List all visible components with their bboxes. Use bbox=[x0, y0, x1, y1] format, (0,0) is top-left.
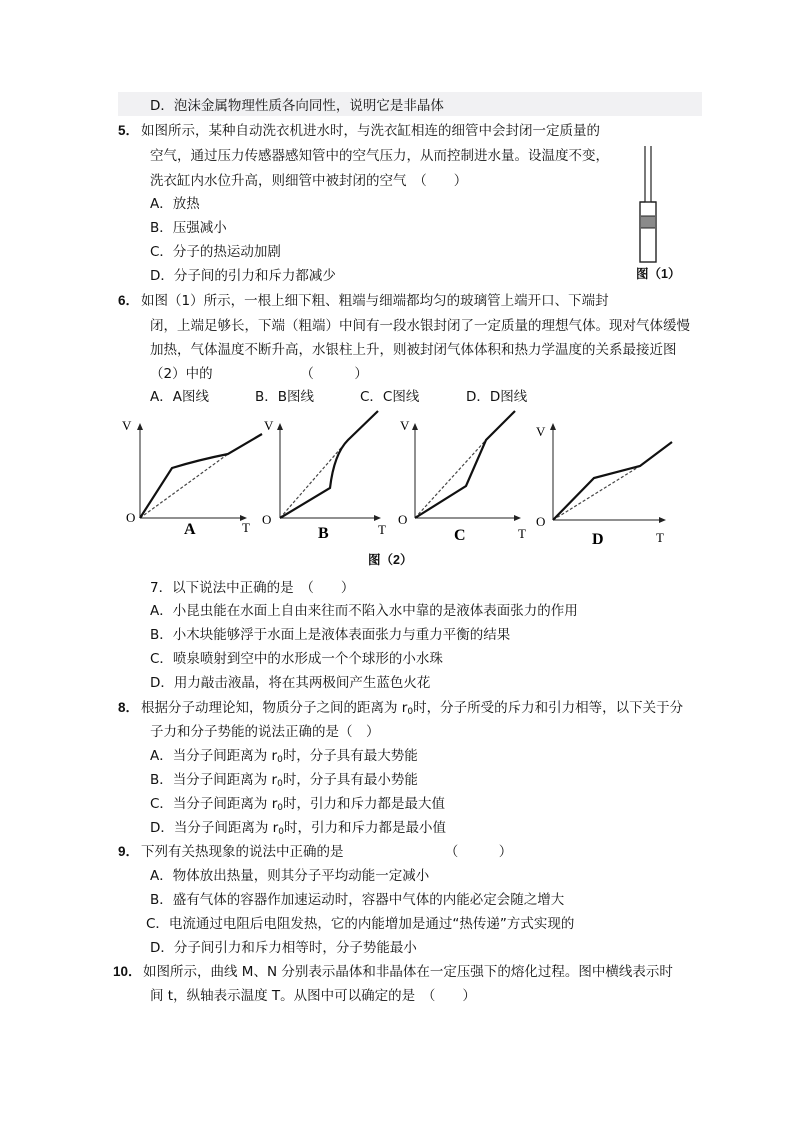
q7-option-d: D．用力敲击液晶，将在其两极间产生蓝色火花 bbox=[150, 675, 431, 691]
graph-a-v-label: V bbox=[122, 418, 132, 433]
q6-option-c: C．C图线 bbox=[360, 389, 420, 405]
graph-d bbox=[536, 424, 672, 548]
graph-d-v-label: V bbox=[536, 424, 546, 439]
q6-number: 6． bbox=[118, 293, 140, 308]
q6-stem-line4: （2）中的 （ ） bbox=[150, 366, 368, 382]
q6-option-a: A．A图线 bbox=[150, 389, 209, 405]
q7-option-c: C．喷泉喷射到空中的水形成一个个球形的小水珠 bbox=[150, 651, 443, 667]
q6-option-d: D．D图线 bbox=[466, 389, 528, 405]
q5-option-c: C．分子的热运动加剧 bbox=[150, 244, 281, 260]
graph-c-t-label: T bbox=[518, 526, 526, 541]
q8-option-a: A．当分子间距离为 $r_0$时，分子具有最大势能 bbox=[150, 748, 418, 765]
q6-stem-line2: 闭，上端足够长，下端（粗端）中间有一段水银封闭了一定质量的理想气体。现对气体缓慢 bbox=[150, 318, 690, 334]
q6-stem-line1: 如图（1）所示，一根上细下粗、粗端与细端都均匀的玻璃管上端开口、下端封 bbox=[141, 293, 609, 309]
graph-d-t-label: T bbox=[656, 530, 664, 545]
q6-option-b: B．B图线 bbox=[255, 389, 315, 405]
q7-stem: 7．以下说法中正确的是 （ ） bbox=[150, 580, 355, 596]
q8-stem-line2: 子力和分子势能的说法正确的是（ ） bbox=[150, 724, 380, 740]
graph-b-origin: O bbox=[262, 512, 272, 527]
graph-d-title: D bbox=[592, 531, 604, 548]
q8-option-c: C．当分子间距离为 $r_0$时，引力和斥力都是最大值 bbox=[150, 796, 446, 813]
q10-stem-line2: 间 t，纵轴表示温度 T。从图中可以确定的是 （ ） bbox=[150, 988, 476, 1004]
q9-option-a: A．物体放出热量，则其分子平均动能一定减小 bbox=[150, 868, 430, 884]
figure-1-tube bbox=[632, 140, 672, 270]
q9-option-c: C．电流通过电阻后电阻发热，它的内能增加是通过“热传递”方式实现的 bbox=[146, 916, 575, 932]
q8-number: 8． bbox=[118, 700, 140, 715]
q6-stem-line3: 加热，气体温度不断升高，水银柱上升，则被封闭气体体积和热力学温度的关系最接近图 bbox=[150, 342, 677, 358]
graph-c-title: C bbox=[454, 527, 466, 544]
q9-number: 9． bbox=[118, 844, 140, 859]
graph-c-origin: O bbox=[398, 512, 408, 527]
q7-option-a: A．小昆虫能在水面上自由来往而不陷入水中靠的是液体表面张力的作用 bbox=[150, 603, 578, 619]
figure-2-graphs bbox=[110, 408, 690, 573]
q5-option-b: B．压强减小 bbox=[150, 220, 227, 236]
graph-a bbox=[122, 418, 262, 538]
graph-a-origin: O bbox=[126, 510, 136, 525]
q8-option-b: B．当分子间距离为 $r_0$时，分子具有最小势能 bbox=[150, 772, 418, 789]
graph-c-v-label: V bbox=[400, 418, 410, 433]
graph-d-origin: O bbox=[536, 514, 546, 529]
q5-number: 5． bbox=[118, 123, 140, 138]
figure-2-label: 图（2） bbox=[368, 553, 413, 567]
q8-stem-line1: 根据分子动理论知，物质分子之间的距离为 $r_0$时，分子所受的斥力和引力相等，以下关于分 bbox=[141, 700, 684, 717]
graph-b bbox=[262, 411, 386, 542]
q4-option-d: D．泡沫金属物理性质各向同性，说明它是非晶体 bbox=[150, 98, 444, 114]
q9-option-b: B．盛有气体的容器作加速运动时，容器中气体的内能必定会随之增大 bbox=[150, 892, 565, 908]
q9-option-d: D．分子间引力和斥力相等时，分子势能最小 bbox=[150, 940, 417, 956]
q7-option-b: B．小木块能够浮于水面上是液体表面张力与重力平衡的结果 bbox=[150, 627, 511, 643]
q5-stem-line2: 空气，通过压力传感器感知管中的空气压力，从而控制进水量。设温度不变， bbox=[150, 148, 609, 164]
q5-option-d: D．分子间的引力和斥力都减少 bbox=[150, 268, 336, 284]
figure-1-label: 图（1） bbox=[636, 267, 681, 281]
graph-b-v-label: V bbox=[264, 418, 274, 433]
q10-number: 10． bbox=[113, 964, 142, 979]
q5-option-a: A．放热 bbox=[150, 196, 200, 212]
q5-stem-line1: 如图所示，某种自动洗衣机进水时，与洗衣缸相连的细管中会封闭一定质量的 bbox=[141, 123, 600, 139]
q9-stem: 下列有关热现象的说法中正确的是 （ ） bbox=[141, 844, 513, 860]
q5-stem-line3: 洗衣缸内水位升高，则细管中被封闭的空气 （ ） bbox=[150, 173, 468, 189]
q8-option-d: D．当分子间距离为 $r_0$时，引力和斥力都是最小值 bbox=[150, 820, 446, 837]
q10-stem-line1: 如图所示，曲线 M、N 分别表示晶体和非晶体在一定压强下的熔化过程。图中横线表示时 bbox=[143, 964, 673, 980]
graph-b-t-label: T bbox=[378, 522, 386, 537]
graph-a-title: A bbox=[184, 521, 196, 538]
graph-a-t-label: T bbox=[242, 520, 250, 535]
graph-b-title: B bbox=[318, 525, 329, 542]
graph-c bbox=[398, 411, 526, 544]
